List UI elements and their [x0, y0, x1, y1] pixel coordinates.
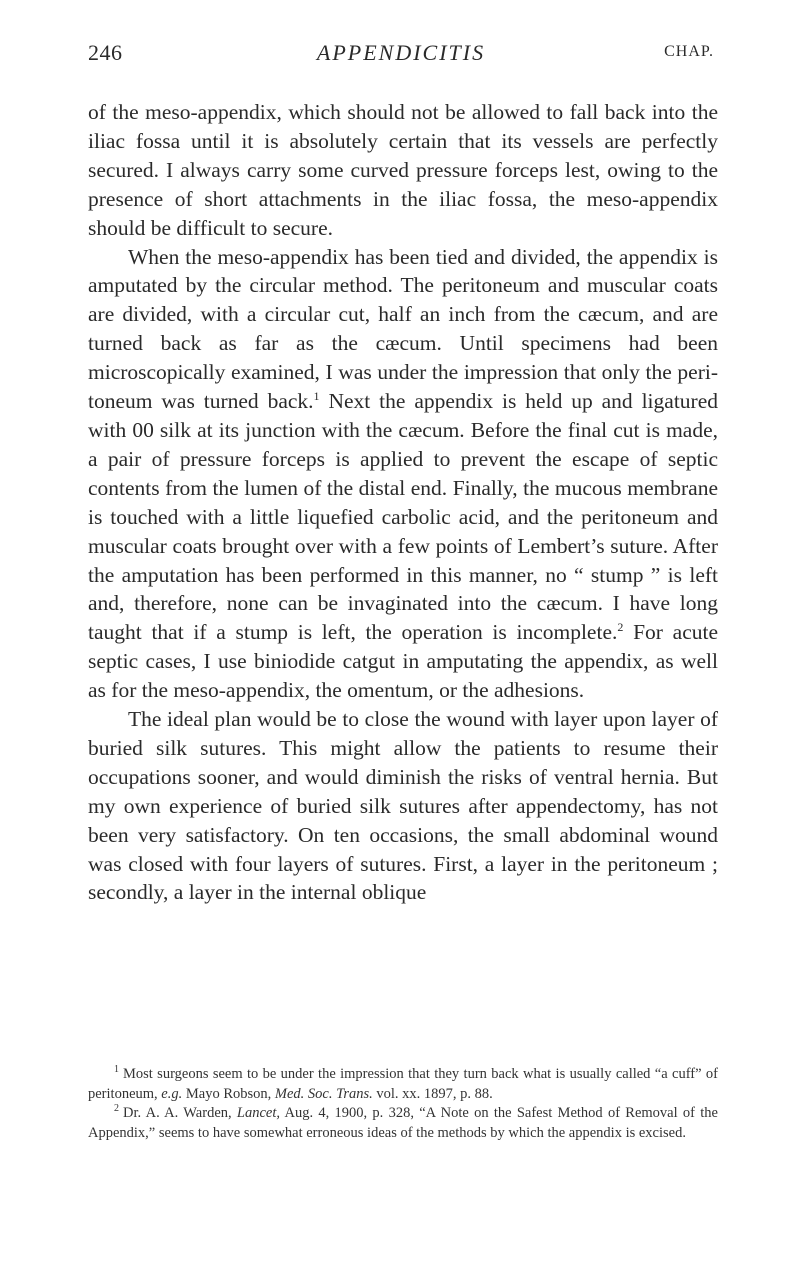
footnote-ref-1: 1: [313, 388, 320, 403]
page-header: [88, 40, 714, 76]
footnote-2-text-a: Dr. A. A. Warden,: [123, 1105, 237, 1122]
footnote-1-text-a: Most surgeons seem to be under the impression that they turn back what is usually called “a cuff” of peritoneum,: [88, 1066, 718, 1102]
paragraph-2-part-c: For acute septic cases, I use biniodide catgut in amputating the appendix, as well as for the meso-appendix, the omentum, or the adhesions.: [88, 620, 719, 703]
footnotes: [88, 1065, 718, 1143]
paragraph-3: The ideal plan would be to close the wound with layer upon layer of buried silk sutures. This might allow the patients to resume their occupations sooner, and would diminish the risks of ventral hernia. But my own experience of buried silk sutures after appendectomy, has not been very satisfactory. On ten occasions, the small abdominal wound was closed with four layers of sutures. First, a layer in the peritoneum ; secondly, a layer in the internal oblique: [88, 707, 718, 905]
paragraph-2-part-a: When the meso-appendix has been tied and divided, the appendix is amputated by the circular method. The peritoneum and muscular coats are divided, with a circular cut, half an inch from the cæcum, and are turned back as far as the cæcum. Until specimens had been microscopically examined, I was under the impression that only the peritoneum was turned back.: [88, 244, 718, 414]
footnote-1-eg: e.g.: [161, 1085, 183, 1102]
footnote-1-marker: 1: [114, 1064, 119, 1076]
footnote-1: [88, 1065, 718, 1104]
paragraph-1: of the meso-appendix, which should not be allowed to fall back into the iliac fossa until it is absolutely certain that its vessels are perfectly secured. I always carry some curved pressure forceps lest, owing to the presence of short attachments in the iliac fossa, the meso-appendix should be difficult to secure.: [88, 100, 718, 240]
footnote-2-marker: 2: [114, 1103, 119, 1115]
footnote-2: [88, 1104, 718, 1143]
footnote-2-journal: Lancet,: [236, 1105, 281, 1122]
footnote-2-text-b: Aug. 4, 1900, p. 328, “A Note on the Safest Method of Removal of the Appendix,” seems to have somewhat erroneous ideas of the methods by which the appendix is excised.: [88, 1105, 718, 1141]
page-number: 246: [88, 40, 123, 65]
footnote-1-journal: Med. Soc. Trans.: [274, 1085, 373, 1102]
footnote-1-text-b: Mayo Robson,: [182, 1085, 275, 1102]
paragraph-2: [88, 243, 718, 706]
paragraph-2-part-b: Next the appendix is held up and ligatured with 00 silk at its junction with the cæcum. Before the final cut is made, a pair of pressure forceps is applied to prevent the escape of septic contents from the lumen of the distal end. Finally, the mucous membrane is touched with a little liquefied carbolic acid, and the peritoneum and muscular coats brought over with a few points of Lembert’s suture. After the amputation has been performed in this manner, no “ stump ” is left and, therefore, none can be invaginated into the cæcum. I have long taught that if a stump is left, the operation is incomplete.: [88, 389, 719, 645]
chapter-marker: CHAP.: [664, 43, 714, 60]
body-text: [88, 98, 718, 907]
footnote-1-text-c: vol. xx. 1897, p. 88.: [372, 1085, 493, 1102]
footnote-ref-2: 2: [617, 620, 624, 635]
running-title: APPENDICITIS: [316, 40, 486, 65]
